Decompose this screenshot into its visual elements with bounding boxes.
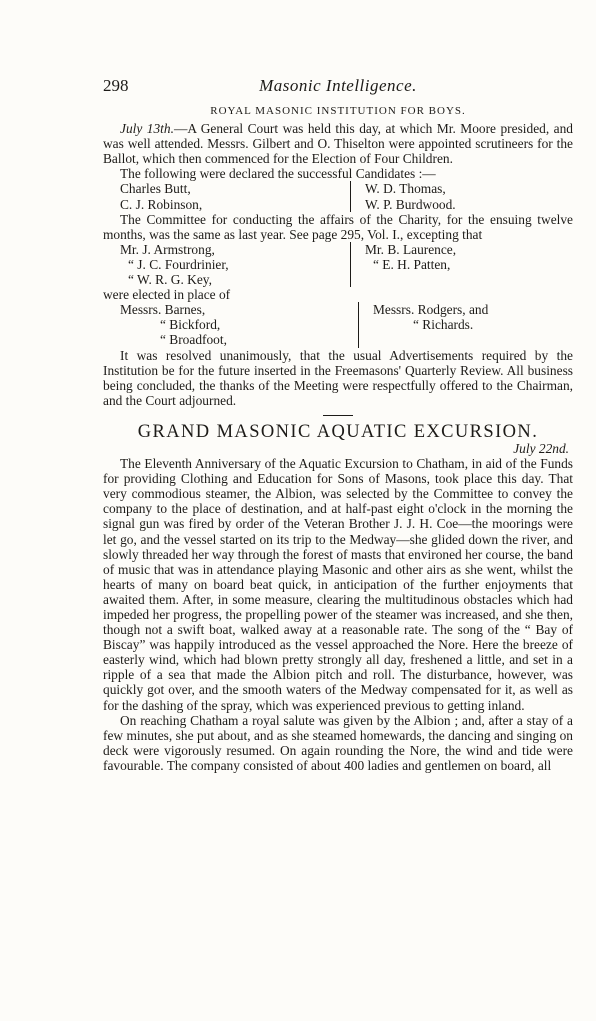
- candidates-list: [103, 181, 573, 211]
- member-name: Mr. J. Armstrong,: [120, 241, 215, 257]
- excepting-left-column: [103, 242, 351, 287]
- excursion-paragraph-1: The Eleventh Anniversary of the Aquatic Excursion to Chatham, in aid of the Funds for providing Clothing and Education for Sons of Masons, took place this day. That very commodious steamer, the Albion, was selected by the Committee to convey the company to the place of destination, and at half-past eight o'clock in the morning the signal gun was fired by order of the Veteran Brother J. J. H. Coe—the moorings were let go, and the vessel started on its trip to the Medway—she glided down the river, and slowly threaded her way through the forest of masts that environed her course, the band of music that was in attendance playing Masonic and other airs as she went, whilst the hearts of many on board beat quick, in anticipation of the further enjoyments that awaited them. After, in some measure, clearing the multitudinous obstacles which had impeded her progress, the propelling power of the steamer was increased, and she then, though not a swift boat, walked away at a reasonable rate. The song of the “ Bay of Biscay” was happily introduced as the vessel approached the Nore. Here the breeze of easterly wind, which had blown pretty strongly all day, freshened a little, and set in a ripple of a sea that made the Albion pitch and roll. The disturbance, however, was quickly got over, and the smooth waters of the Medway compensated for it, as well as for the dashing of the spray, which was experienced previous to getting inland.: [103, 456, 573, 713]
- page-header: [103, 76, 573, 98]
- member-name: “ W. R. G. Key,: [128, 272, 212, 288]
- member-name: Mr. B. Laurence,: [365, 241, 457, 257]
- member-name: “ Bickford,: [160, 317, 221, 333]
- page-body: [103, 104, 573, 773]
- replaced-right-column: [359, 302, 488, 347]
- meeting-date: July 13th.: [120, 121, 174, 137]
- member-name: Messrs. Rodgers, and: [373, 302, 489, 318]
- running-title: Masonic Intelligence.: [259, 76, 417, 95]
- excursion-title: GRAND MASONIC AQUATIC EXCURSION.: [137, 421, 539, 442]
- candidate-name: Charles Butt,: [120, 181, 191, 197]
- candidate-name: W. P. Burdwood.: [365, 196, 456, 212]
- replaced-list: [103, 302, 573, 347]
- candidate-name: C. J. Robinson,: [120, 196, 203, 212]
- elected-line: were elected in place of: [103, 287, 231, 303]
- committee-paragraph: The Committee for conducting the affairs of the Charity, for the ensuing twelve months, was the same as last year. See page 295, Vol. I., excepting that: [103, 211, 573, 242]
- member-name: Messrs. Barnes,: [120, 302, 206, 318]
- section-divider: [323, 415, 353, 416]
- member-name: “ E. H. Patten,: [373, 256, 451, 272]
- excursion-paragraph-2: On reaching Chatham a royal salute was given by the Albion ; and, after a stay of a few minutes, she put about, and as she steamed homewards, the dancing and singing on deck were vigorously resumed. On again rounding the Nore, the wind and tide were favourable. The company consisted of about 400 ladies and gentlemen on board, all: [103, 712, 573, 773]
- member-name: “ Richards.: [413, 317, 474, 333]
- excursion-date: July 22nd.: [513, 440, 569, 456]
- member-name: “ Broadfoot,: [160, 332, 227, 348]
- excepting-list: [103, 242, 573, 287]
- page-number: 298: [103, 76, 129, 95]
- declared-line: The following were declared the successful Candidates :—: [120, 166, 436, 182]
- excepting-right-column: [351, 242, 456, 287]
- member-name: “ J. C. Fourdrinier,: [128, 256, 229, 272]
- section-heading: ROYAL MASONIC INSTITUTION FOR BOYS.: [210, 105, 466, 117]
- general-court-text: —A General Court was held this day, at which Mr. Moore presided, and was well attended. Messrs. Gilbert and O. Thiselton were appointed scrutineers for the Ballot, which then commenced for the Election of Four Children.: [103, 121, 573, 167]
- candidate-name: W. D. Thomas,: [365, 181, 446, 197]
- general-court-paragraph: [103, 121, 573, 166]
- resolution-paragraph: It was resolved unanimously, that the usual Advertisements required by the Institution be for the future inserted in the Freemasons' Quarterly Review. All business being concluded, the thanks of the Meeting were respectfully offered to the Chairman, and the Court adjourned.: [103, 347, 573, 408]
- candidates-right-column: [351, 181, 456, 211]
- replaced-left-column: [103, 302, 359, 347]
- candidates-left-column: [103, 181, 351, 211]
